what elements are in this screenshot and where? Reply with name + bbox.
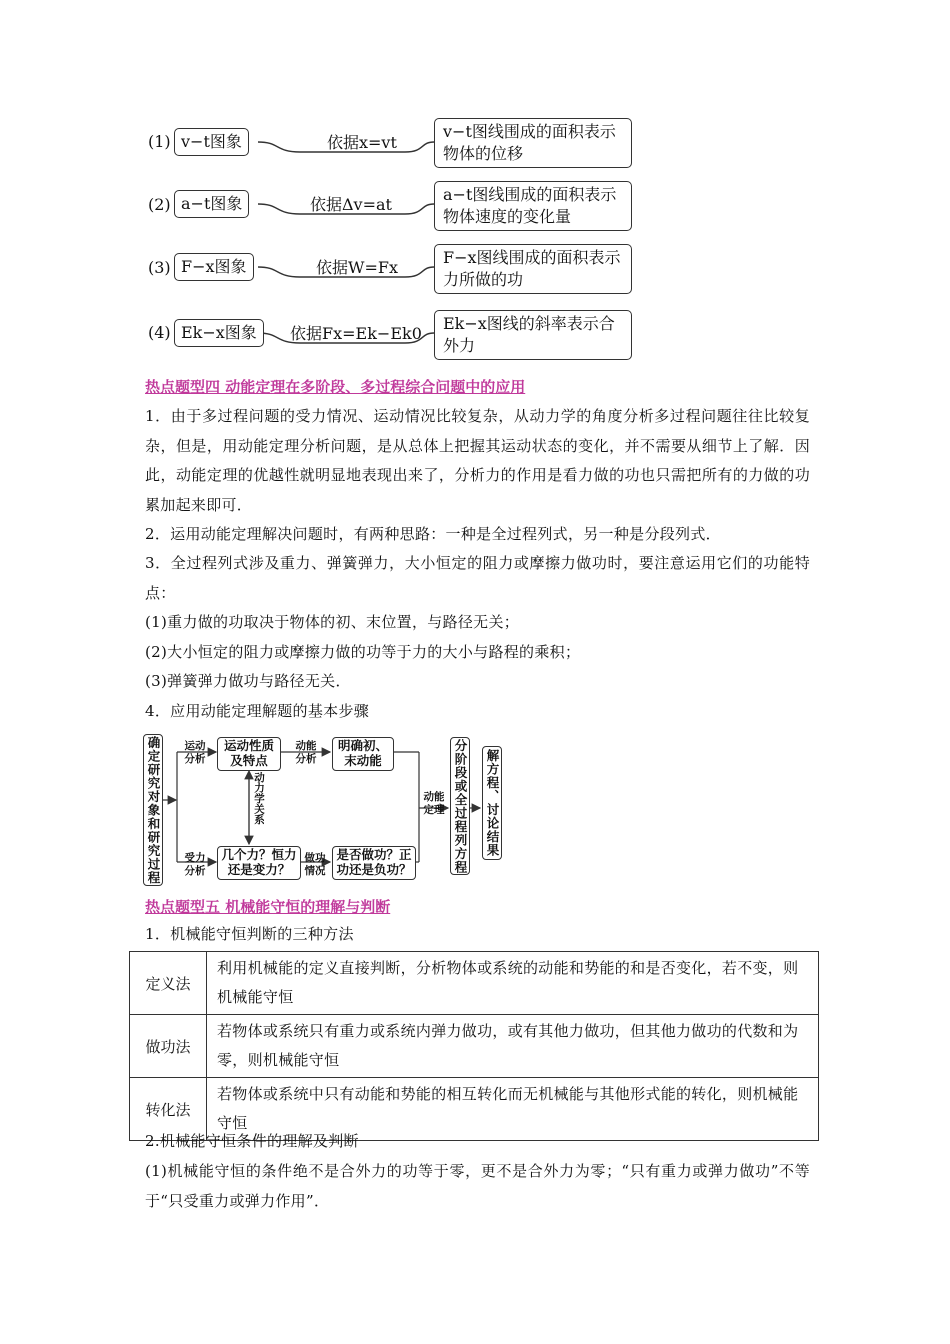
row1-meaning: v−t图线围成的面积表示物体的位移: [443, 122, 616, 163]
row1-number: (1): [148, 132, 171, 151]
flow-equation-box: [450, 737, 470, 875]
flow-work-text: 是否做功？正功还是负功？: [336, 847, 412, 877]
section4-p4: 4．应用动能定理解题的基本步骤: [145, 702, 370, 720]
flow-motion-label: 运动分析: [184, 740, 206, 765]
row2-meaning: a−t图线围成的面积表示物体速度的变化量: [443, 185, 617, 226]
method-name: 定义法: [130, 952, 207, 1015]
flow-force-box: [217, 846, 301, 880]
section5-p2: 2.机械能守恒条件的理解及判断: [145, 1132, 359, 1150]
row4-meaning: Ek−x图线的斜率表示合外力: [443, 314, 615, 355]
flow-solve-text: 解方程、讨论结果: [485, 749, 500, 857]
method-desc: 若物体或系统只有重力或系统内弹力做功，或有其他力做功，但其他力做功的代数和为零，则机械能守恒: [207, 1015, 819, 1078]
row2-number: (2): [148, 195, 171, 214]
row3-meaning: F−x图线围成的面积表示力所做的功: [443, 248, 621, 289]
section5-p1: 1．机械能守恒判断的三种方法: [145, 925, 354, 943]
flow-theorem-label: 动能定理: [423, 791, 445, 816]
section4-p3a: (1)重力做的功取决于物体的初、末位置，与路径无关；: [145, 613, 520, 631]
section4-p1: 1．由于多过程问题的受力情况、运动情况比较复杂，从动力学的角度分析多过程问题往往比较复杂，但是，用动能定理分析问题，是从总体上把握其运动状态的变化，并不需要从细节上了解．因此，动能定理的优越性就明显地表现出来了，分析力的作用是看力做的功也只需把所有的力做的功累加起来即可．: [145, 407, 810, 514]
method-name: 转化法: [130, 1078, 207, 1141]
flow-force-label: 受力分析: [184, 852, 206, 877]
row1-graph-label: v−t图象: [181, 132, 242, 151]
flow-motion-text: 运动性质及特点: [223, 738, 274, 768]
row3-graph-label: F−x图象: [181, 257, 247, 276]
row3-basis: 依据W=Fx: [316, 258, 398, 277]
flow-force-text: 几个力？恒力还是变力？: [221, 847, 297, 877]
table-row: [130, 952, 819, 1015]
flow-solve-box: [482, 746, 502, 860]
method-desc: 若物体或系统中只有动能和势能的相互转化而无机械能与其他形式能的转化，则机械能守恒: [207, 1078, 819, 1141]
row2-basis: 依据Δv=at: [310, 195, 392, 214]
section4-heading: 热点题型四 动能定理在多阶段、多过程综合问题中的应用: [145, 378, 526, 396]
row1-basis: 依据x=vt: [327, 133, 397, 152]
flow-start-label: 确定研究对象和研究过程: [146, 735, 161, 885]
row3-number: (3): [148, 258, 171, 277]
flow-ke-text: 明确初、末动能: [337, 738, 388, 768]
row2-graph-label: a−t图象: [181, 194, 243, 213]
method-desc: 利用机械能的定义直接判断，分析物体或系统的动能和势能的和是否变化，若不变，则机械能守恒: [207, 952, 819, 1015]
flow-work-box: [332, 846, 416, 880]
flow-start-box: [143, 734, 163, 886]
row4-graph-label: Ek−x图象: [181, 323, 257, 342]
section5-p2a: (1)机械能守恒的条件绝不是合外力的功等于零，更不是合外力为零；“只有重力或弹力做功”不等于“只受重力或弹力作用”．: [145, 1162, 810, 1210]
section5-heading: 热点题型五 机械能守恒的理解与判断: [145, 898, 391, 916]
flow-ke-label: 动能分析: [295, 740, 317, 765]
flow-ke-box: [332, 737, 394, 771]
row4-number: (4): [148, 323, 171, 342]
method-name: 做功法: [130, 1015, 207, 1078]
row4-basis: 依据Fx=Ek−Ek0: [290, 324, 422, 343]
flow-equation-text: 分阶段或全过程列方程: [453, 738, 468, 874]
section4-p3: 3．全过程列式涉及重力、弹簧弹力，大小恒定的阻力或摩擦力做功时，要注意运用它们的功能特点：: [145, 554, 810, 602]
flow-work-label: 做功情况: [304, 852, 326, 877]
section4-p3c: (3)弹簧弹力做功与路径无关．: [145, 672, 351, 690]
section4-p2: 2．运用动能定理解决问题时，有两种思路：一种是全过程列式，另一种是分段列式．: [145, 525, 721, 543]
conservation-methods-table: [129, 951, 819, 1141]
table-row: [130, 1015, 819, 1078]
section4-p3b: (2)大小恒定的阻力或摩擦力做的功等于力的大小与路程的乘积；: [145, 643, 581, 661]
flow-motion-box: [217, 737, 281, 771]
flow-dynamics-label: 动力学关系: [253, 772, 265, 825]
